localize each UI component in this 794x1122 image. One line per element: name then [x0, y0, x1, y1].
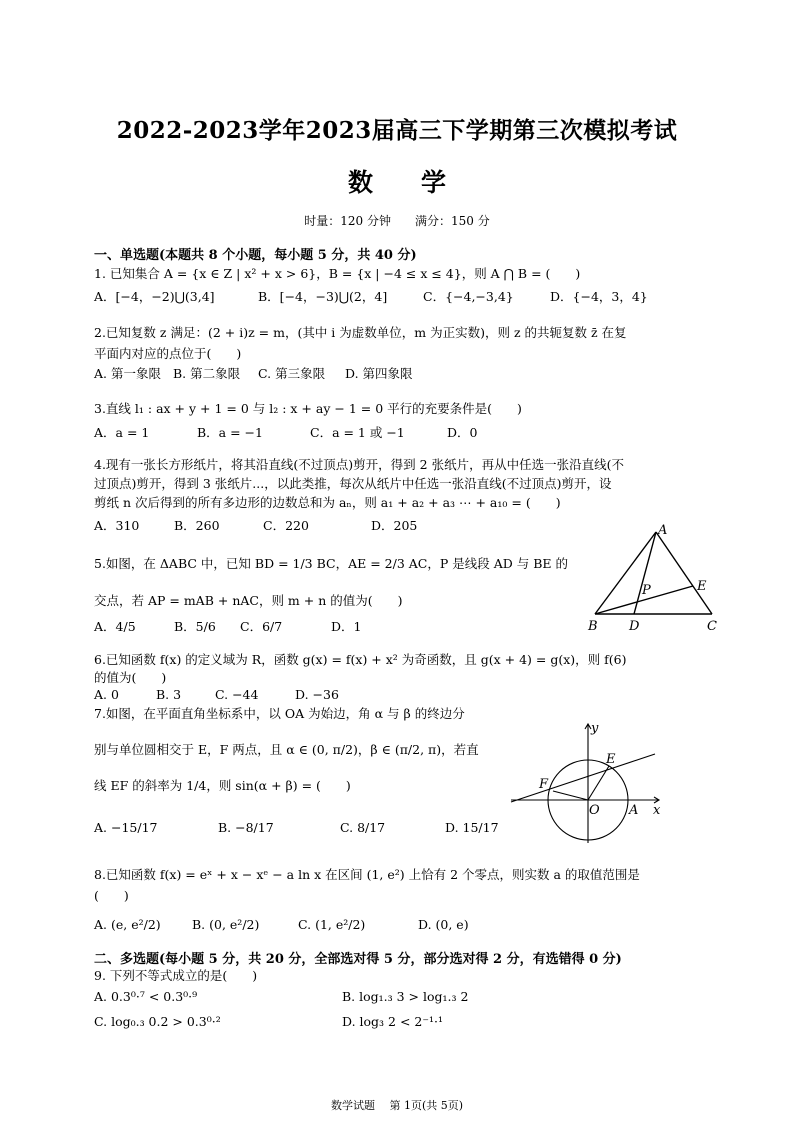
question-2-line-1: 2.已知复数 z 满足：(2 + i)z = m，(其中 i 为虚数单位，m 为正实数)，则 z 的共轭复数 z̄ 在复 — [94, 325, 627, 340]
label-d: D — [629, 619, 640, 634]
question-1-option-d: D．{−4，3，4} — [550, 289, 648, 304]
question-7-line-1: 7.如图，在平面直角坐标系中，以 OA 为始边，角 α 与 β 的终边分 — [94, 706, 465, 721]
question-8-option-a: A. (e, e²/2) — [94, 917, 161, 932]
question-5-option-a: A．4/5 — [94, 619, 136, 634]
question-1-option-b: B．[−4，−3)⋃(2，4] — [258, 289, 388, 304]
exam-meta: 时量：120 分钟 满分：150 分 — [304, 214, 490, 228]
question-8-line-2: ( ) — [94, 888, 129, 903]
question-1-option-c: C．{−4,−3,4} — [423, 289, 514, 304]
question-4-line-2: 过顶点)剪开，得到 3 张纸片...，以此类推，每次从纸片中任选一张沿直线(不过顶点)剪开，设 — [94, 476, 612, 491]
question-5-line-2: 交点，若 AP = mAB + nAC，则 m + n 的值为( ) — [94, 593, 403, 608]
subject-title: 数学 — [347, 168, 494, 197]
question-8-option-d: D. (0, e) — [418, 917, 469, 932]
question-7-option-d: D. 15/17 — [445, 820, 499, 835]
page-footer: 数学试题 第 1页(共 5页) — [330, 1099, 464, 1112]
question-4-option-b: B．260 — [174, 518, 220, 533]
question-6-line-2: 的值为( ) — [94, 670, 167, 685]
radius-of — [553, 791, 588, 800]
question-6-option-b: B. 3 — [156, 687, 182, 702]
question-2-option-c: C. 第三象限 — [258, 366, 326, 381]
unit-circle-figure — [505, 718, 670, 848]
question-2-option-a: A. 第一象限 — [94, 366, 161, 381]
label-e: E — [697, 579, 707, 594]
section-heading-single-choice: 一、单选题(本题共 8 个小题，每小题 5 分，共 40 分) — [94, 248, 417, 263]
question-6-option-d: D. −36 — [295, 687, 339, 702]
question-9-option-a: A. 0.3⁰·⁷ < 0.3⁰·⁹ — [94, 989, 198, 1004]
line-ef — [511, 754, 655, 802]
question-1-stem: 1. 已知集合 A = {x ∈ Z | x² + x > 6}，B = {x | −4 ≤ x ≤ 4}，则 A ⋂ B = ( ) — [94, 266, 581, 281]
label-e: E — [606, 752, 616, 767]
question-8-option-b: B. (0, e²/2) — [192, 917, 260, 932]
question-6-option-c: C. −44 — [215, 687, 259, 702]
exam-title: 2022-2023学年2023届高三下学期第三次模拟考试 — [116, 117, 678, 144]
label-f: F — [539, 777, 549, 792]
question-7-line-2: 别与单位圆相交于 E，F 两点，且 α ∈ (0, π/2)，β ∈ (π/2, π)，若直 — [94, 742, 479, 757]
question-8-line-1: 8.已知函数 f(x) = eˣ + x − xᵉ − a ln x 在区间 (1, e²) 上恰有 2 个零点，则实数 a 的取值范围是 — [94, 867, 640, 882]
label-a: A — [658, 523, 668, 538]
side-ab — [595, 532, 656, 614]
question-5-option-c: C．6/7 — [240, 619, 283, 634]
label-c: C — [707, 619, 717, 634]
question-4-option-a: A．310 — [94, 518, 140, 533]
question-2-line-2: 平面内对应的点位于( ) — [94, 346, 242, 361]
section-heading-multiple-choice: 二、多选题(每小题 5 分，共 20 分，全部选对得 5 分，部分选对得 2 分，有选错得 0 分) — [94, 952, 622, 967]
question-1-option-a: A．[−4，−2)⋃(3,4] — [94, 289, 215, 304]
label-a: A — [629, 803, 639, 818]
radius-oe — [588, 766, 609, 800]
question-3-stem: 3.直线 l₁ : ax + y + 1 = 0 与 l₂ : x + ay − 1 = 0 平行的充要条件是( ) — [94, 401, 522, 416]
question-7-option-b: B. −8/17 — [218, 820, 274, 835]
question-3-option-d: D．0 — [447, 425, 478, 440]
question-5-option-b: B．5/6 — [174, 619, 216, 634]
question-5-line-1: 5.如图，在 ΔABC 中，已知 BD = 1/3 BC，AE = 2/3 AC，P 是线段 AD 与 BE 的 — [94, 556, 568, 571]
label-o: O — [589, 803, 600, 818]
question-3-option-c: C．a = 1 或 −1 — [310, 425, 405, 440]
question-3-option-a: A．a = 1 — [94, 425, 150, 440]
label-x: x — [653, 803, 661, 818]
question-9-option-b: B. log₁.₃ 3 > log₁.₃ 2 — [342, 989, 469, 1004]
question-4-line-3: 剪纸 n 次后得到的所有多边形的边数总和为 aₙ，则 a₁ + a₂ + a₃ ⋯ + a₁₀ = ( ) — [94, 495, 561, 510]
question-7-option-c: C. 8/17 — [340, 820, 386, 835]
question-6-option-a: A. 0 — [94, 687, 119, 702]
side-ac — [656, 532, 712, 614]
question-3-option-b: B．a = −1 — [197, 425, 263, 440]
question-4-option-c: C．220 — [263, 518, 309, 533]
question-5-option-d: D．1 — [331, 619, 362, 634]
question-2-option-b: B. 第二象限 — [173, 366, 241, 381]
question-9-stem: 9. 下列不等式成立的是( ) — [94, 968, 258, 983]
question-6-line-1: 6.已知函数 f(x) 的定义域为 R，函数 g(x) = f(x) + x² 为奇函数，且 g(x + 4) = g(x)，则 f(6) — [94, 652, 627, 667]
question-9-option-d: D. log₃ 2 < 2⁻¹·¹ — [342, 1014, 443, 1029]
label-p: P — [642, 583, 651, 598]
label-y: y — [591, 721, 599, 736]
question-7-option-a: A. −15/17 — [94, 820, 158, 835]
question-4-option-d: D．205 — [371, 518, 418, 533]
label-b: B — [588, 619, 598, 634]
triangle-figure — [585, 522, 725, 634]
question-7-line-3: 线 EF 的斜率为 1/4，则 sin(α + β) = ( ) — [94, 778, 351, 793]
question-4-line-1: 4.现有一张长方形纸片，将其沿直线(不过顶点)剪开，得到 2 张纸片，再从中任选一张沿直线(不 — [94, 457, 624, 472]
question-9-option-c: C. log₀.₃ 0.2 > 0.3⁰·² — [94, 1014, 221, 1029]
question-2-option-d: D. 第四象限 — [345, 366, 413, 381]
question-8-option-c: C. (1, e²/2) — [298, 917, 366, 932]
